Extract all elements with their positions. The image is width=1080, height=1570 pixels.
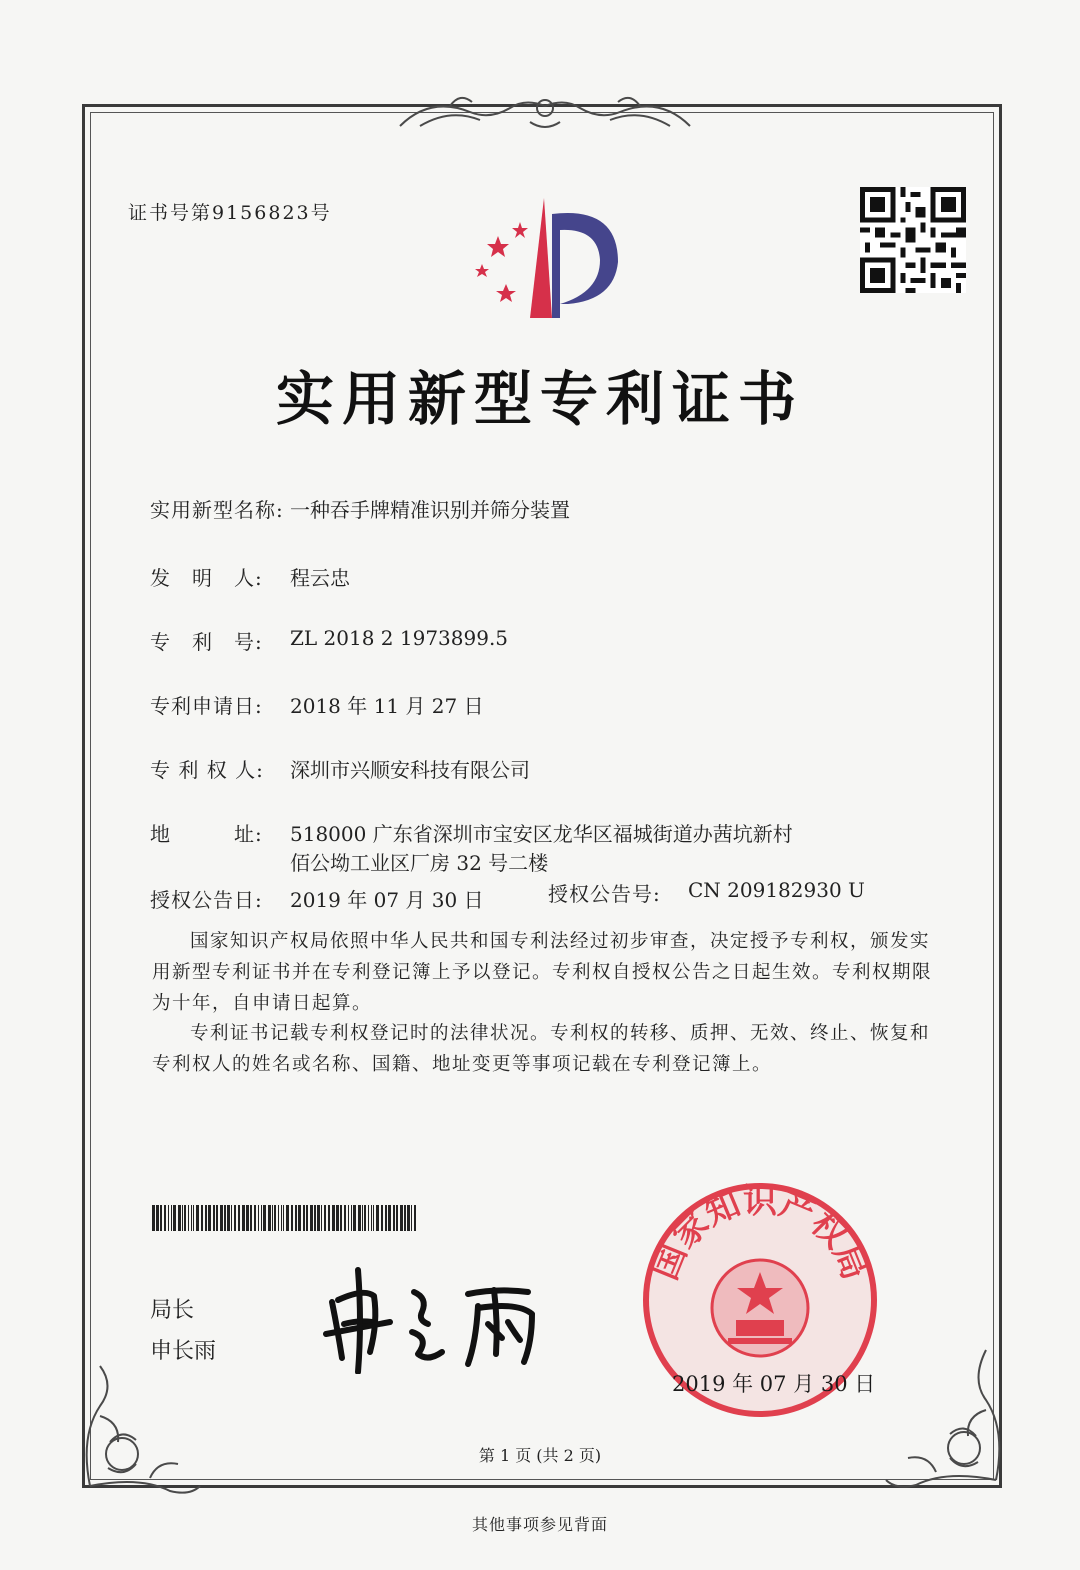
field-value: CN 209182930 U [688,878,865,902]
field-label: 专利申请日: [150,694,263,718]
certificate-number: 证书号第9156823号 [128,202,332,224]
field-value-line1: 518000 广东省深圳市宝安区龙华区福城街道办茜坑新村 [290,822,793,846]
statement-paragraph-2: 专利证书记载专利权登记时的法律状况。专利权的转移、质押、无效、终止、恢复和专利权人的姓名或名称、国籍、地址变更等事项记载在专利登记簿上。 [152,1023,931,1075]
barcode-icon [152,1205,420,1231]
seal-text: 国家知识产权局 [645,1181,875,1286]
field-value-line2: 佰公坳工业区厂房 32 号二楼 [290,851,549,875]
bottom-left-ornament-icon [70,1346,210,1496]
qr-code-icon [860,186,966,294]
field-value: 2019 年 07 月 30 日 [290,888,484,912]
document-title: 实用新型专利证书 [275,365,804,433]
field-label: 授权公告日: [150,888,263,912]
field-label: 专 利 号: [150,630,263,654]
field-value: ZL 2018 2 1973899.5 [290,626,509,650]
field-label: 授权公告号: [548,882,661,906]
seal-date: 2019 年 07 月 30 日 [672,1372,876,1396]
signature-icon [318,1262,558,1374]
field-value: 一种吞手牌精准识别并筛分装置 [290,498,570,522]
page-indicator: 第 1 页 (共 2 页) [478,1446,602,1465]
field-label: 实用新型名称: [150,498,284,522]
field-label: 地 址: [150,822,263,846]
signatory-name: 申长雨 [150,1339,217,1364]
field-value: 深圳市兴顺安科技有限公司 [290,758,530,782]
bottom-right-ornament-icon [876,1330,1016,1490]
field-value: 程云忠 [290,566,350,590]
statement-paragraph-1: 国家知识产权局依照中华人民共和国专利法经过初步审查，决定授予专利权，颁发实用新型专利证书并在专利登记簿上予以登记。专利权自授权公告之日起生效。专利权期限为十年，自申请日起算。 [152,931,933,1014]
field-label: 发 明 人: [150,566,263,590]
cnipa-logo-icon [468,192,630,322]
field-label: 专 利 权 人: [150,758,264,782]
field-value: 2018 年 11 月 27 日 [290,694,484,718]
footnote: 其他事项参见背面 [471,1515,608,1534]
signatory-title: 局长 [150,1298,195,1323]
top-ornament-icon [390,86,700,138]
